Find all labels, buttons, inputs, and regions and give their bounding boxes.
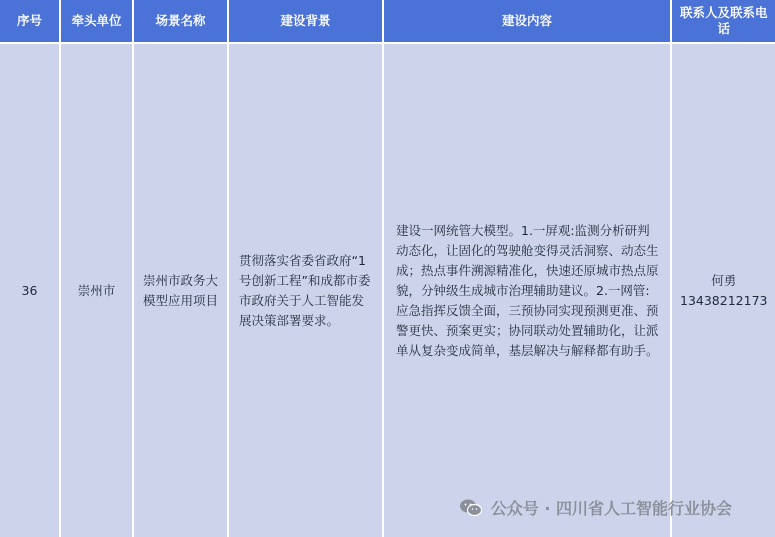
header-seq: 序号 [0,0,59,42]
header-scene-name: 场景名称 [134,0,227,42]
wechat-icon [459,498,483,518]
watermark-text: 公众号 · 四川省人工智能行业协会 [490,499,732,518]
cell-background: 贯彻落实省委省政府“1号创新工程”和成都市委市政府关于人工智能发展决策部署要求。 [229,44,382,537]
watermark [459,496,732,519]
cell-contact [672,44,775,537]
header-background: 建设背景 [229,0,382,42]
cell-lead-unit: 崇州市 [61,44,132,537]
contact-name: 何勇 [711,272,737,288]
cell-seq: 36 [0,44,59,537]
header-lead-unit: 牵头单位 [61,0,132,42]
contact-phone: 13438212173 [680,292,768,308]
cell-scene-name: 崇州市政务大模型应用项目 [134,44,227,537]
header-contact: 联系人及联系电话 [672,0,775,42]
cell-content: 建设一网统管大模型。1.一屏观:监测分析研判动态化，让固化的驾驶舱变得灵活洞察、动态生成；热点事件溯源精准化，快速还原城市热点原貌，分钟级生成城市治理辅助建议。2.一网管:应急指挥反馈全面，三预协同实现预测更准、预警更快、预案更实；协同联动处置辅助化，让派单从复杂变成简单，基层解决与解释都有助手。 [384,44,670,537]
header-content: 建设内容 [384,0,670,42]
